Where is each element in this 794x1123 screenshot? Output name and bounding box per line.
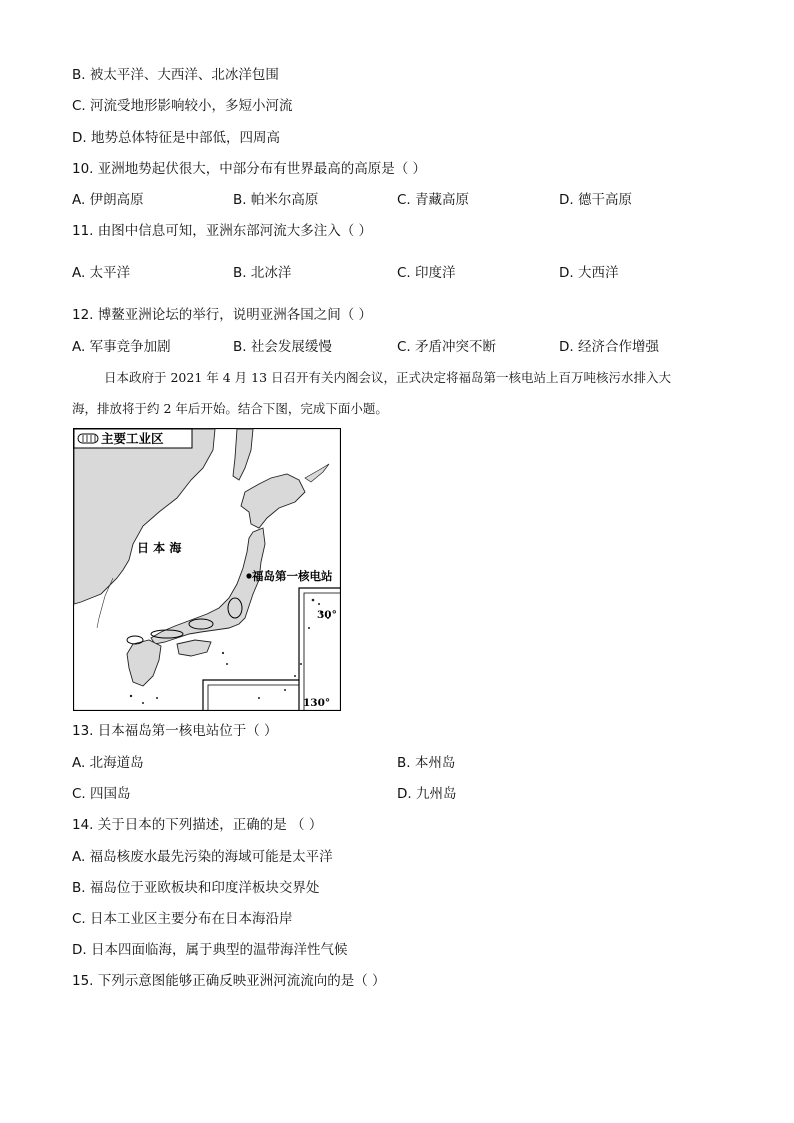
q14-option-b: B. 福岛位于亚欧板块和印度洋板块交界处: [72, 880, 320, 896]
q13-option-c: C. 四国岛: [72, 786, 131, 802]
passage-line-2: 海，排放将于约 2 年后开始。结合下图，完成下面小题。: [72, 401, 388, 416]
q11-option-c: C. 印度洋: [397, 265, 456, 281]
q15-stem: 15. 下列示意图能够正确反映亚洲河流流向的是（ ）: [72, 973, 386, 989]
q10-option-b: B. 帕米尔高原: [233, 192, 319, 208]
q13-options-row1: [72, 754, 752, 772]
q13-option-a: A. 北海道岛: [72, 755, 144, 771]
q11-options: [72, 264, 752, 282]
power-plant-marker: [246, 573, 251, 578]
q10-option-d: D. 德干高原: [559, 192, 632, 208]
q10-options: [72, 191, 752, 209]
q10-stem: 10. 亚洲地势起伏很大，中部分布有世界最高的高原是（ ）: [72, 161, 427, 177]
legend-label: 主要工业区: [101, 431, 164, 446]
q11-option-b: B. 北冰洋: [233, 265, 292, 281]
q12-stem: 12. 博鳌亚洲论坛的举行，说明亚洲各国之间（ ）: [72, 307, 373, 323]
q13-stem: 13. 日本福岛第一核电站位于（ ）: [72, 723, 278, 739]
q10-option-c: C. 青藏高原: [397, 192, 470, 208]
longitude-label: 130°: [303, 697, 331, 709]
q10-option-a: A. 伊朗高原: [72, 192, 144, 208]
q14-option-d: D. 日本四面临海，属于典型的温带海洋性气候: [72, 942, 348, 958]
q12-option-d: D. 经济合作增强: [559, 339, 659, 355]
q13-option-b: B. 本州岛: [397, 755, 456, 771]
q12-option-b: B. 社会发展缓慢: [233, 339, 332, 355]
q12-options: [72, 338, 752, 356]
q14-option-c: C. 日本工业区主要分布在日本海沿岸: [72, 911, 293, 927]
q13-option-d: D. 九州岛: [397, 786, 457, 802]
q11-stem: 11. 由图中信息可知，亚洲东部河流大多注入（ ）: [72, 223, 373, 239]
japan-map: [73, 428, 341, 711]
latitude-label: 30°: [317, 609, 337, 621]
q14-stem: 14. 关于日本的下列描述，正确的是 （ ）: [72, 817, 323, 833]
q12-option-a: A. 军事竞争加剧: [72, 339, 171, 355]
q12-option-c: C. 矛盾冲突不断: [397, 339, 497, 355]
q11-option-a: A. 太平洋: [72, 265, 131, 281]
q9-option-b: B. 被太平洋、大西洋、北冰洋包围: [72, 67, 279, 83]
q14-option-a: A. 福岛核废水最先污染的海域可能是太平洋: [72, 849, 333, 865]
q13-options-row2: [72, 785, 752, 803]
q11-option-d: D. 大西洋: [559, 265, 619, 281]
passage-line-1: 日本政府于 2021 年 4 月 13 日召开有关内阁会议，正式决定将福岛第一核电站上百万吨核污水排入大: [104, 370, 672, 385]
sea-of-japan-label: 日 本 海: [137, 541, 182, 555]
q9-option-d: D. 地势总体特征是中部低，四周高: [72, 130, 280, 146]
q9-option-c: C. 河流受地形影响较小，多短小河流: [72, 98, 293, 114]
power-plant-label: 福岛第一核电站: [252, 569, 333, 583]
